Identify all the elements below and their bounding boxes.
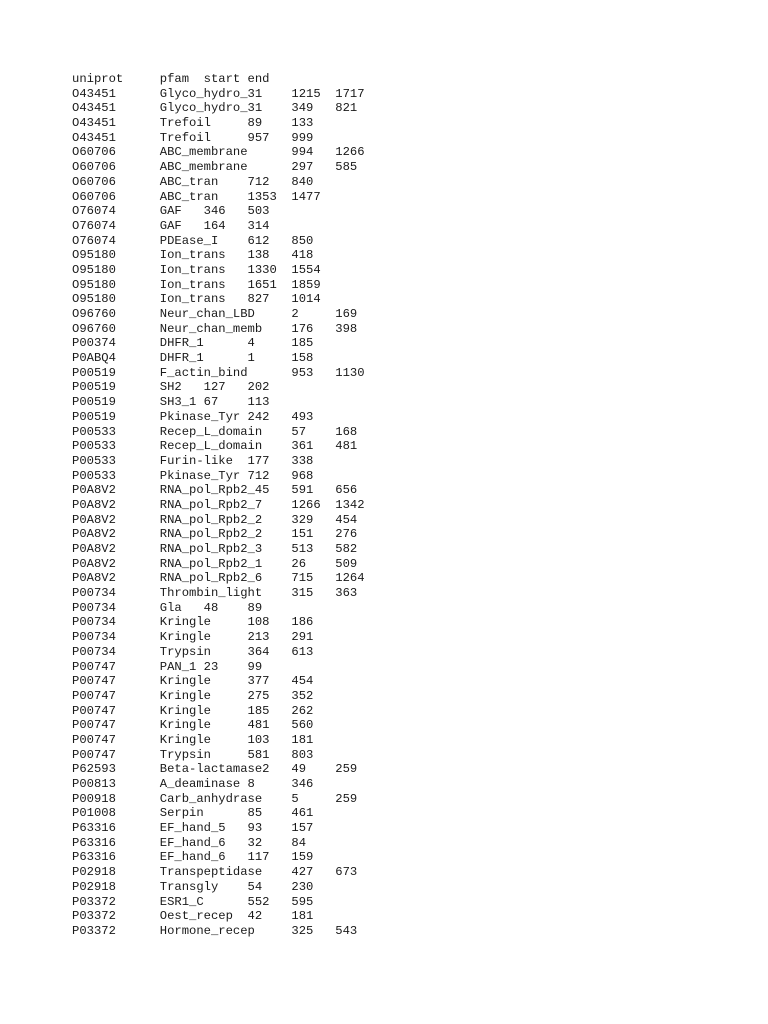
uniprot-cell: O60706 bbox=[72, 174, 116, 189]
uniprot-cell: P00747 bbox=[72, 747, 116, 762]
uniprot-cell: O43451 bbox=[72, 116, 116, 131]
start-cell: 346 bbox=[203, 204, 226, 219]
table-row bbox=[72, 366, 365, 381]
end-cell: 582 bbox=[335, 542, 358, 556]
table-row bbox=[72, 87, 365, 102]
pfam-cell: Transpeptidase bbox=[159, 865, 263, 880]
end-cell: 803 bbox=[291, 747, 314, 762]
uniprot-cell: P63316 bbox=[72, 821, 116, 836]
start-cell: 8 bbox=[247, 777, 255, 791]
start-cell: 177 bbox=[247, 453, 270, 468]
pfam-cell: A_deaminase bbox=[159, 777, 241, 791]
start-cell: 57 bbox=[291, 424, 307, 439]
end-cell: 338 bbox=[291, 453, 314, 468]
pfam-cell: EF_hand_5 bbox=[159, 821, 226, 836]
start-cell: 361 bbox=[291, 439, 314, 454]
start-cell: 377 bbox=[247, 674, 270, 689]
table-row bbox=[72, 557, 365, 572]
pfam-cell: Hormone_recep bbox=[159, 923, 255, 938]
pfam-cell: ESR1_C bbox=[159, 894, 204, 909]
start-cell: 994 bbox=[291, 145, 314, 160]
end-cell: 99 bbox=[247, 659, 263, 674]
uniprot-cell: P00374 bbox=[72, 336, 116, 351]
tsv-document bbox=[72, 72, 365, 939]
start-cell: 364 bbox=[247, 644, 270, 659]
start-cell: 612 bbox=[247, 233, 270, 248]
uniprot-cell: P63316 bbox=[72, 835, 116, 850]
uniprot-cell: P0A8V2 bbox=[72, 542, 116, 556]
end-cell: 543 bbox=[335, 923, 358, 938]
end-cell: 276 bbox=[335, 527, 358, 542]
pfam-cell: SH3_1 bbox=[159, 395, 197, 410]
pfam-cell: Kringle bbox=[159, 688, 211, 703]
uniprot-cell: O43451 bbox=[72, 101, 116, 116]
end-cell: 613 bbox=[291, 644, 314, 659]
end-cell: 186 bbox=[291, 615, 314, 630]
start-cell: 67 bbox=[203, 395, 219, 410]
start-cell: 712 bbox=[247, 468, 270, 483]
table-row bbox=[72, 307, 365, 322]
uniprot-cell: P0A8V2 bbox=[72, 571, 116, 586]
start-cell: 42 bbox=[247, 909, 263, 924]
pfam-cell: Trefoil bbox=[159, 130, 211, 145]
start-cell: 93 bbox=[247, 821, 263, 836]
start-cell: 1 bbox=[247, 351, 255, 366]
uniprot-cell: O96760 bbox=[72, 307, 116, 321]
start-cell: 297 bbox=[291, 160, 314, 175]
table-row bbox=[72, 131, 365, 146]
uniprot-cell: P0ABQ4 bbox=[72, 351, 116, 366]
end-cell: 185 bbox=[291, 336, 314, 351]
start-cell: 1651 bbox=[247, 277, 277, 292]
uniprot-cell: P00533 bbox=[72, 424, 116, 439]
pfam-cell: ABC_tran bbox=[159, 189, 219, 204]
pfam-cell: Kringle bbox=[159, 718, 211, 733]
table-row bbox=[72, 190, 365, 205]
end-cell: 1859 bbox=[291, 277, 321, 292]
end-cell: 509 bbox=[335, 556, 358, 571]
end-cell: 595 bbox=[291, 894, 314, 909]
table-row bbox=[72, 762, 365, 777]
uniprot-cell: P63316 bbox=[72, 850, 116, 865]
uniprot-cell: P03372 bbox=[72, 909, 116, 924]
table-row bbox=[72, 351, 365, 366]
uniprot-cell: O60706 bbox=[72, 189, 116, 204]
end-cell: 1342 bbox=[335, 497, 365, 512]
end-cell: 262 bbox=[291, 703, 314, 718]
uniprot-cell: P00747 bbox=[72, 659, 116, 674]
end-cell: 461 bbox=[291, 806, 314, 821]
table-row bbox=[72, 425, 365, 440]
end-cell: 157 bbox=[291, 821, 314, 836]
end-cell: 363 bbox=[335, 586, 358, 601]
uniprot-cell: P00519 bbox=[72, 380, 116, 395]
pfam-cell: Trefoil bbox=[159, 116, 211, 131]
table-row bbox=[72, 204, 365, 219]
pfam-cell: ABC_membrane bbox=[159, 160, 248, 175]
table-row bbox=[72, 542, 365, 557]
start-cell: 275 bbox=[247, 688, 270, 703]
pfam-cell: RNA_pol_Rpb2_45 bbox=[159, 483, 270, 498]
table-row bbox=[72, 395, 365, 410]
end-cell: 673 bbox=[335, 865, 358, 880]
uniprot-cell: P00747 bbox=[72, 674, 116, 689]
pfam-cell: RNA_pol_Rpb2_3 bbox=[159, 542, 263, 556]
start-cell: 427 bbox=[291, 865, 314, 880]
start-cell: 185 bbox=[247, 703, 270, 718]
pfam-cell: Neur_chan_memb bbox=[159, 321, 263, 336]
uniprot-cell: P00747 bbox=[72, 688, 116, 703]
table-row bbox=[72, 498, 365, 513]
uniprot-cell: P0A8V2 bbox=[72, 556, 116, 571]
start-cell: 712 bbox=[247, 174, 270, 189]
end-cell: 168 bbox=[335, 424, 358, 439]
start-cell: 715 bbox=[291, 571, 314, 586]
pfam-cell: Ion_trans bbox=[159, 277, 226, 292]
start-cell: 89 bbox=[247, 116, 263, 131]
end-cell: 454 bbox=[335, 512, 358, 527]
pfam-cell: Pkinase_Tyr bbox=[159, 409, 241, 424]
uniprot-cell: P00734 bbox=[72, 615, 116, 630]
start-cell: 325 bbox=[291, 923, 314, 938]
pfam-cell: ABC_tran bbox=[159, 174, 219, 189]
table-row bbox=[72, 278, 365, 293]
end-cell: 159 bbox=[291, 850, 314, 865]
end-cell: 84 bbox=[291, 835, 307, 850]
pfam-cell: Kringle bbox=[159, 674, 211, 689]
uniprot-cell: P00533 bbox=[72, 453, 116, 468]
table-row bbox=[72, 219, 365, 234]
uniprot-cell: O96760 bbox=[72, 321, 116, 336]
pfam-cell: GAF bbox=[159, 218, 182, 233]
table-row bbox=[72, 601, 365, 616]
start-cell: 552 bbox=[247, 894, 270, 909]
table-row bbox=[72, 748, 365, 763]
end-cell: 821 bbox=[335, 101, 358, 116]
uniprot-cell: O76074 bbox=[72, 218, 116, 233]
end-cell: 840 bbox=[291, 174, 314, 189]
table-row bbox=[72, 571, 365, 586]
end-cell: 202 bbox=[247, 380, 270, 395]
pfam-cell: Glyco_hydro_31 bbox=[159, 101, 263, 116]
pfam-cell: Recep_L_domain bbox=[159, 439, 263, 454]
pfam-cell: pfam bbox=[159, 72, 190, 86]
end-cell: 181 bbox=[291, 732, 314, 747]
start-cell: 329 bbox=[291, 512, 314, 527]
end-cell: 493 bbox=[291, 409, 314, 424]
table-row bbox=[72, 689, 365, 704]
table-row bbox=[72, 704, 365, 719]
pfam-cell: Kringle bbox=[159, 703, 211, 718]
table-row bbox=[72, 792, 365, 807]
table-row bbox=[72, 410, 365, 425]
end-cell: 352 bbox=[291, 688, 314, 703]
start-cell: 591 bbox=[291, 483, 314, 498]
end-cell: 398 bbox=[335, 321, 358, 336]
table-row bbox=[72, 483, 365, 498]
end-cell: 133 bbox=[291, 116, 314, 131]
pfam-cell: RNA_pol_Rpb2_7 bbox=[159, 497, 263, 512]
start-cell: 26 bbox=[291, 556, 307, 571]
table-row bbox=[72, 263, 365, 278]
start-cell: 1330 bbox=[247, 262, 277, 277]
table-row bbox=[72, 865, 365, 880]
pfam-cell: F_actin_bind bbox=[159, 365, 248, 380]
start-cell: 827 bbox=[247, 292, 270, 307]
uniprot-cell: P03372 bbox=[72, 923, 116, 938]
table-row bbox=[72, 160, 365, 175]
end-cell: 259 bbox=[335, 762, 358, 777]
pfam-cell: Ion_trans bbox=[159, 262, 226, 277]
uniprot-cell: P00734 bbox=[72, 630, 116, 645]
pfam-cell: Neur_chan_LBD bbox=[159, 307, 255, 321]
start-cell: 103 bbox=[247, 732, 270, 747]
uniprot-cell: P00519 bbox=[72, 409, 116, 424]
table-row bbox=[72, 806, 365, 821]
start-cell: 108 bbox=[247, 615, 270, 630]
end-cell: 1477 bbox=[291, 189, 321, 204]
uniprot-cell: O95180 bbox=[72, 248, 116, 263]
end-cell: 585 bbox=[335, 160, 358, 175]
end-cell: 656 bbox=[335, 483, 358, 498]
start-cell: 117 bbox=[247, 850, 270, 865]
end-cell: 850 bbox=[291, 233, 314, 248]
pfam-cell: Trypsin bbox=[159, 644, 211, 659]
end-cell: 968 bbox=[291, 468, 314, 483]
table-row bbox=[72, 895, 365, 910]
end-cell: 181 bbox=[291, 909, 314, 924]
table-row bbox=[72, 454, 365, 469]
end-cell: 1717 bbox=[335, 86, 365, 101]
table-row bbox=[72, 586, 365, 601]
table-row bbox=[72, 292, 365, 307]
start-cell: 349 bbox=[291, 101, 314, 116]
end-cell: 1014 bbox=[291, 292, 321, 307]
end-cell: 503 bbox=[247, 204, 270, 219]
end-cell: 560 bbox=[291, 718, 314, 733]
end-cell: 454 bbox=[291, 674, 314, 689]
pfam-cell: Kringle bbox=[159, 630, 211, 645]
table-row bbox=[72, 175, 365, 190]
uniprot-cell: P01008 bbox=[72, 806, 116, 821]
table-row bbox=[72, 630, 365, 645]
table-row bbox=[72, 439, 365, 454]
table-row bbox=[72, 469, 365, 484]
end-cell: 158 bbox=[291, 351, 314, 366]
uniprot-cell: P00734 bbox=[72, 600, 116, 615]
uniprot-cell: P00918 bbox=[72, 791, 116, 806]
pfam-cell: Beta-lactamase2 bbox=[159, 762, 270, 777]
end-cell: 169 bbox=[335, 307, 358, 321]
pfam-cell: Kringle bbox=[159, 732, 211, 747]
uniprot-cell: uniprot bbox=[72, 72, 124, 86]
table-row bbox=[72, 380, 365, 395]
uniprot-cell: P00747 bbox=[72, 732, 116, 747]
start-cell: 4 bbox=[247, 336, 255, 351]
pfam-cell: Kringle bbox=[159, 615, 211, 630]
end-cell: 1264 bbox=[335, 571, 365, 586]
table-row bbox=[72, 777, 365, 792]
pfam-cell: Pkinase_Tyr bbox=[159, 468, 241, 483]
start-cell: 23 bbox=[203, 659, 219, 674]
pfam-cell: ABC_membrane bbox=[159, 145, 248, 160]
header-row bbox=[72, 72, 365, 87]
table-row bbox=[72, 336, 365, 351]
pfam-cell: RNA_pol_Rpb2_2 bbox=[159, 527, 263, 542]
uniprot-cell: P02918 bbox=[72, 865, 116, 880]
uniprot-cell: P03372 bbox=[72, 894, 116, 909]
pfam-cell: SH2 bbox=[159, 380, 182, 395]
pfam-cell: Transgly bbox=[159, 879, 219, 894]
uniprot-cell: P00747 bbox=[72, 718, 116, 733]
start-cell: 138 bbox=[247, 248, 270, 263]
end-cell: 346 bbox=[291, 777, 314, 791]
uniprot-cell: P62593 bbox=[72, 762, 116, 777]
end-cell: 89 bbox=[247, 600, 263, 615]
table-row bbox=[72, 615, 365, 630]
table-row bbox=[72, 101, 365, 116]
pfam-cell: GAF bbox=[159, 204, 182, 219]
start-cell: 85 bbox=[247, 806, 263, 821]
pfam-cell: Glyco_hydro_31 bbox=[159, 86, 263, 101]
table-row bbox=[72, 924, 365, 939]
pfam-cell: Ion_trans bbox=[159, 248, 226, 263]
start-cell: 1266 bbox=[291, 497, 321, 512]
pfam-cell: Ion_trans bbox=[159, 292, 226, 307]
table-row bbox=[72, 850, 365, 865]
pfam-cell: RNA_pol_Rpb2_1 bbox=[159, 556, 263, 571]
end-cell: 999 bbox=[291, 130, 314, 145]
uniprot-cell: O95180 bbox=[72, 262, 116, 277]
start-cell: 581 bbox=[247, 747, 270, 762]
table-row bbox=[72, 322, 365, 337]
uniprot-cell: P0A8V2 bbox=[72, 497, 116, 512]
end-cell: 314 bbox=[247, 218, 270, 233]
pfam-cell: Gla bbox=[159, 600, 182, 615]
uniprot-cell: P0A8V2 bbox=[72, 483, 116, 498]
start-cell: 481 bbox=[247, 718, 270, 733]
start-cell: 54 bbox=[247, 879, 263, 894]
pfam-cell: PAN_1 bbox=[159, 659, 197, 674]
start-cell: 127 bbox=[203, 380, 226, 395]
uniprot-cell: P00747 bbox=[72, 703, 116, 718]
end-cell: 1130 bbox=[335, 365, 365, 380]
pfam-cell: Serpin bbox=[159, 806, 204, 821]
end-cell: 259 bbox=[335, 791, 358, 806]
start-cell: 957 bbox=[247, 130, 270, 145]
table-row bbox=[72, 733, 365, 748]
table-row bbox=[72, 880, 365, 895]
start-cell: 213 bbox=[247, 630, 270, 645]
start-cell: 48 bbox=[203, 600, 219, 615]
pfam-cell: RNA_pol_Rpb2_6 bbox=[159, 571, 263, 586]
uniprot-cell: P00813 bbox=[72, 777, 116, 791]
table-row bbox=[72, 527, 365, 542]
uniprot-cell: P0A8V2 bbox=[72, 512, 116, 527]
start-cell: 164 bbox=[203, 218, 226, 233]
table-row bbox=[72, 513, 365, 528]
pfam-cell: Carb_anhydrase bbox=[159, 791, 263, 806]
uniprot-cell: P02918 bbox=[72, 879, 116, 894]
end-cell: 1554 bbox=[291, 262, 321, 277]
pfam-cell: RNA_pol_Rpb2_2 bbox=[159, 512, 263, 527]
table-row bbox=[72, 145, 365, 160]
end-cell: 291 bbox=[291, 630, 314, 645]
table-row bbox=[72, 248, 365, 263]
uniprot-cell: P00533 bbox=[72, 468, 116, 483]
uniprot-cell: P00734 bbox=[72, 586, 116, 601]
start-cell: 151 bbox=[291, 527, 314, 542]
pfam-cell: Thrombin_light bbox=[159, 586, 263, 601]
start-cell: 2 bbox=[291, 307, 299, 321]
end-cell: 481 bbox=[335, 439, 358, 454]
uniprot-cell: O43451 bbox=[72, 130, 116, 145]
start-cell: 242 bbox=[247, 409, 270, 424]
pfam-cell: Furin-like bbox=[159, 453, 233, 468]
table-row bbox=[72, 821, 365, 836]
table-row bbox=[72, 645, 365, 660]
start-cell: 5 bbox=[291, 791, 299, 806]
end-cell: 1266 bbox=[335, 145, 365, 160]
uniprot-cell: O60706 bbox=[72, 145, 116, 160]
table-row bbox=[72, 116, 365, 131]
table-row bbox=[72, 909, 365, 924]
start-cell: 513 bbox=[291, 542, 314, 556]
uniprot-cell: P00519 bbox=[72, 365, 116, 380]
table-row bbox=[72, 660, 365, 675]
pfam-cell: Trypsin bbox=[159, 747, 211, 762]
start-cell: 32 bbox=[247, 835, 263, 850]
uniprot-cell: P00734 bbox=[72, 644, 116, 659]
uniprot-cell: P00533 bbox=[72, 439, 116, 454]
start-cell: 953 bbox=[291, 365, 314, 380]
pfam-cell: PDEase_I bbox=[159, 233, 219, 248]
end-cell: 418 bbox=[291, 248, 314, 263]
end-cell: 113 bbox=[247, 395, 270, 410]
start-cell: 315 bbox=[291, 586, 314, 601]
pfam-cell: EF_hand_6 bbox=[159, 850, 226, 865]
uniprot-cell: O76074 bbox=[72, 233, 116, 248]
start-cell: 176 bbox=[291, 321, 314, 336]
table-row bbox=[72, 718, 365, 733]
pfam-cell: DHFR_1 bbox=[159, 336, 204, 351]
pfam-cell: EF_hand_6 bbox=[159, 835, 226, 850]
uniprot-cell: O95180 bbox=[72, 292, 116, 307]
pfam-cell: Oest_recep bbox=[159, 909, 233, 924]
start-cell: 1353 bbox=[247, 189, 277, 204]
uniprot-cell: P0A8V2 bbox=[72, 527, 116, 542]
table-row bbox=[72, 674, 365, 689]
pfam-cell: Recep_L_domain bbox=[159, 424, 263, 439]
uniprot-cell: O43451 bbox=[72, 86, 116, 101]
uniprot-cell: P00519 bbox=[72, 395, 116, 410]
uniprot-cell: O60706 bbox=[72, 160, 116, 175]
uniprot-cell: O95180 bbox=[72, 277, 116, 292]
pfam-cell: DHFR_1 bbox=[159, 351, 204, 366]
end-cell: end bbox=[247, 72, 270, 86]
table-row bbox=[72, 836, 365, 851]
start-cell: 1215 bbox=[291, 86, 321, 101]
end-cell: 230 bbox=[291, 879, 314, 894]
uniprot-cell: O76074 bbox=[72, 204, 116, 219]
start-cell: start bbox=[203, 72, 241, 86]
start-cell: 49 bbox=[291, 762, 307, 777]
table-row bbox=[72, 234, 365, 249]
